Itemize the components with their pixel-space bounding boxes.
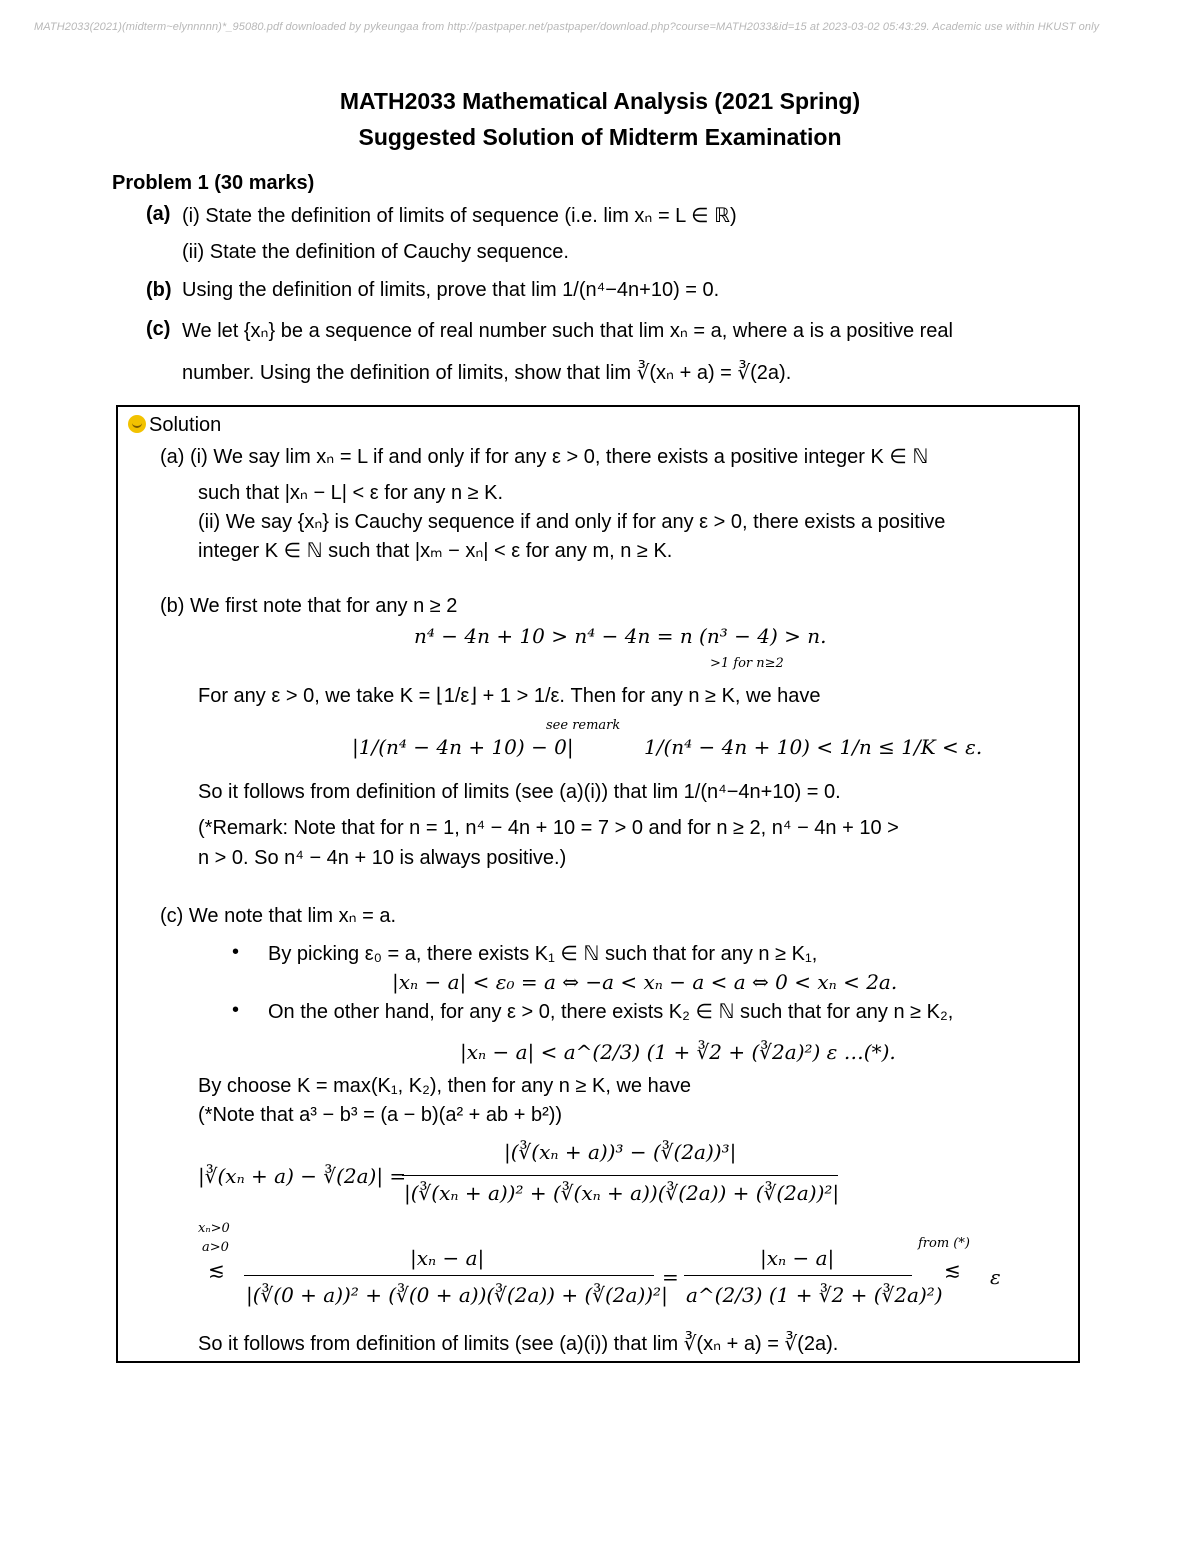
less-than-approx-icon: ≲ — [208, 1258, 225, 1282]
solution-c-final-denominator: a^(2/3) (1 + ∛2 + (∛2a)²) — [686, 1283, 943, 1307]
problem-a-label: (a) — [146, 203, 171, 225]
fraction-bar — [244, 1275, 654, 1276]
solution-b-remark1: (*Remark: Note that for n = 1, n⁴ − 4n + 10 = 7 > 0 and for n ≥ 2, n⁴ − 4n + 10 > — [198, 817, 899, 839]
solution-c-note: (*Note that a³ − b³ = (a − b)(a² + ab + b²)) — [198, 1104, 563, 1126]
solution-b-inequality: n⁴ − 4n + 10 > n⁴ − 4n = n (n³ − 4) > n. — [414, 624, 827, 648]
less-than-approx-icon: ≲ — [944, 1258, 961, 1282]
solution-c-bullet2-eq: |xₙ − a| < a^(2/3) (1 + ∛2 + (∛2a)²) ε …(*). — [460, 1040, 896, 1064]
page-title: MATH2033 Mathematical Analysis (2021 Spring) — [339, 88, 861, 114]
epsilon-symbol: ε — [990, 1265, 1001, 1289]
download-watermark: MATH2033(2021)(midterm~elynnnnn)*_95080.pdf downloaded by pykeungaa from http://pastpaper.net/pastpaper/download.php?course=MATH2033&id=15 at 2023-03-02 05:43:29. Academic use within HKUST only — [34, 21, 1100, 33]
from-star-note: from (*) — [918, 1236, 970, 1251]
condition-xn-positive: xₙ>0 — [198, 1221, 230, 1236]
solution-b-line1: (b) We first note that for any n ≥ 2 — [160, 595, 458, 617]
solution-c-eq-left: |∛(xₙ + a) − ∛(2a)| = — [198, 1164, 407, 1188]
solution-b-line3: For any ε > 0, we take K = ⌊1/ε⌋ + 1 > 1/ε. Then for any n ≥ K, we have — [198, 685, 821, 707]
solution-b-line5: So it follows from definition of limits (see (a)(i)) that lim 1/(n⁴−4n+10) = 0. — [198, 781, 841, 803]
solution-c-bound-numerator: |xₙ − a| — [410, 1246, 485, 1270]
solution-b-abs-left: |1/(n⁴ − 4n + 10) − 0| — [352, 735, 574, 759]
solution-c-final-numerator: |xₙ − a| — [760, 1246, 835, 1270]
problem-heading: Problem 1 (30 marks) — [112, 172, 315, 194]
solution-heading-row — [128, 414, 221, 437]
solution-c-eq-denominator: |(∛(xₙ + a))² + (∛(xₙ + a))(∛(2a)) + (∛(2a))²| — [404, 1181, 840, 1205]
fraction-bar — [684, 1275, 912, 1276]
solution-c-bullet1: By picking ε₀ = a, there exists K₁ ∈ ℕ such that for any n ≥ K₁, — [268, 943, 818, 965]
problem-c-label: (c) — [146, 318, 171, 340]
solution-b-remark2: n > 0. So n⁴ − 4n + 10 is always positive.) — [198, 847, 567, 869]
solution-b-abs-right: 1/(n⁴ − 4n + 10) < 1/n ≤ 1/K < ε. — [644, 735, 983, 759]
solution-c-bullet2: On the other hand, for any ε > 0, there exists K₂ ∈ ℕ such that for any n ≥ K₂, — [268, 1001, 954, 1023]
solution-a-line1: (a) (i) We say lim xₙ = L if and only if for any ε > 0, there exists a positive integer K ∈ ℕ — [160, 446, 929, 468]
solution-a-line2: such that |xₙ − L| < ε for any n ≥ K. — [198, 482, 504, 504]
solution-b-brace-note: >1 for n≥2 — [710, 656, 784, 671]
solution-c-line1: (c) We note that lim xₙ = a. — [160, 905, 397, 927]
solution-a-line3: (ii) We say {xₙ} is Cauchy sequence if and only if for any ε > 0, there exists a positive — [198, 511, 946, 533]
solution-a-line4: integer K ∈ ℕ such that |xₘ − xₙ| < ε for any m, n ≥ K. — [198, 540, 673, 562]
problem-c-line2: number. Using the definition of limits, show that lim ∛(xₙ + a) = ∛(2a). — [182, 362, 792, 384]
equals-sign: = — [662, 1265, 679, 1289]
page-subtitle: Suggested Solution of Midterm Examination — [358, 124, 842, 150]
solution-c-bullet1-eq: |xₙ − a| < ε₀ = a ⇔ −a < xₙ − a < a ⇔ 0 < xₙ < 2a. — [392, 970, 898, 994]
solution-c-bound-denominator: |(∛(0 + a))² + (∛(0 + a))(∛(2a)) + (∛(2a))²| — [246, 1283, 668, 1307]
problem-b-text: Using the definition of limits, prove that lim 1/(n⁴−4n+10) = 0. — [182, 279, 720, 301]
problem-c-line1: We let {xₙ} be a sequence of real number such that lim xₙ = a, where a is a positive real — [182, 320, 953, 342]
problem-b-label: (b) — [146, 279, 172, 301]
problem-a-i: (i) State the definition of limits of sequence (i.e. lim xₙ = L ∈ ℝ) — [182, 205, 737, 227]
solution-c-conclusion: So it follows from definition of limits (see (a)(i)) that lim ∛(xₙ + a) = ∛(2a). — [198, 1333, 839, 1355]
smiley-icon — [128, 415, 146, 433]
condition-a-positive: a>0 — [202, 1240, 229, 1255]
bullet-icon: • — [232, 999, 240, 1021]
solution-heading: Solution — [149, 414, 222, 436]
bullet-icon: • — [232, 941, 240, 963]
solution-c-line6: By choose K = max(K₁, K₂), then for any n ≥ K, we have — [198, 1075, 691, 1097]
solution-c-eq-numerator: |(∛(xₙ + a))³ − (∛(2a))³| — [504, 1140, 737, 1164]
problem-a-ii: (ii) State the definition of Cauchy sequence. — [182, 241, 569, 263]
fraction-bar — [402, 1175, 838, 1176]
solution-b-see-remark: see remark — [546, 718, 621, 733]
